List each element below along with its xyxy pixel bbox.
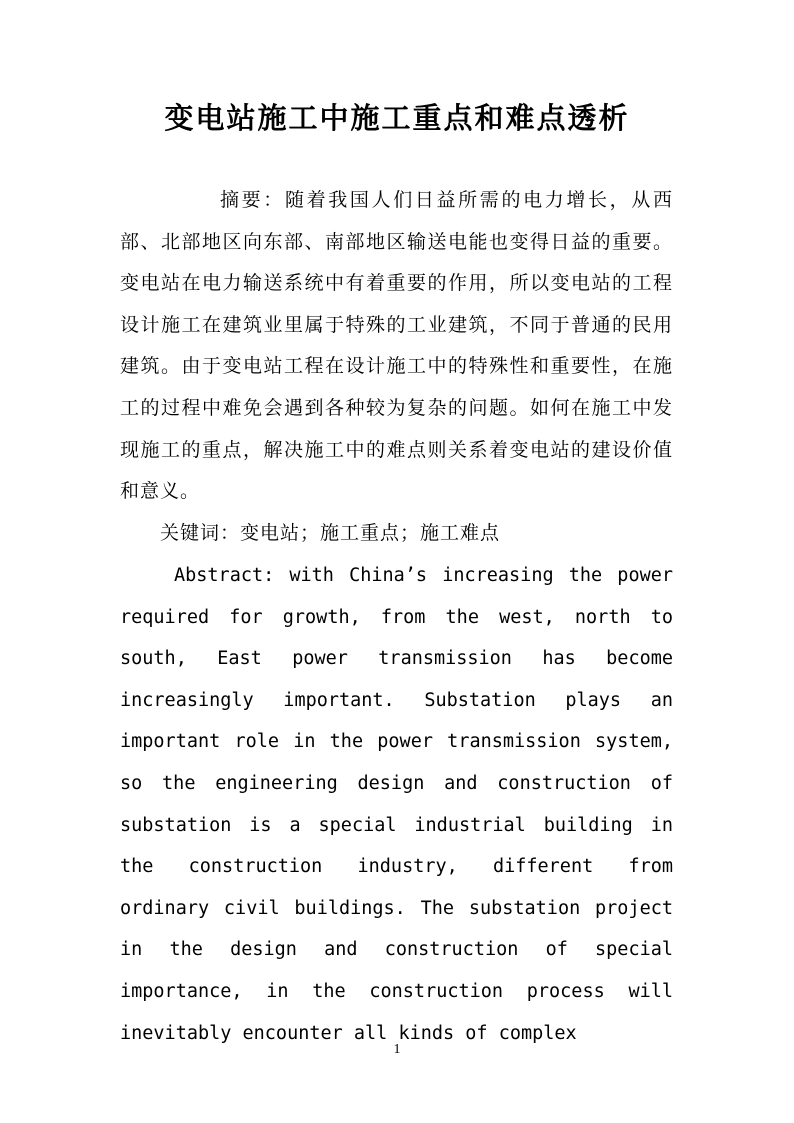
keywords-line: 关键词：变电站；施工重点；施工难点 bbox=[160, 522, 501, 544]
page-number: 1 bbox=[393, 1042, 401, 1057]
english-abstract-paragraph: Abstract: with China’s increasing the power required for growth, from the west, north to south, East power transmission has become increasingly important. Substation plays an important role in the power transmission system, so the engineering design and construction of substation is a special industrial building in the construction industry, different from ordinary civil buildings. The substation project in the design and construction of special importance, in the construction process will inevitably encounter all kinds of complex bbox=[120, 565, 673, 1044]
document-title: 变电站施工中施工重点和难点透析 bbox=[164, 101, 630, 135]
chinese-abstract-paragraph: 摘要：随着我国人们日益所需的电力增长，从西部、北部地区向东部、南部地区输送电能也变得日益的重要。变电站在电力输送系统中有着重要的作用，所以变电站的工程设计施工在建筑业里属于特殊的工业建筑，不同于普通的民用建筑。由于变电站工程在设计施工中的特殊性和重要性，在施工的过程中难免会遇到各种较为复杂的问题。如何在施工中发现施工的重点，解决施工中的难点则关系着变电站的建设价值和意义。 bbox=[120, 189, 673, 503]
